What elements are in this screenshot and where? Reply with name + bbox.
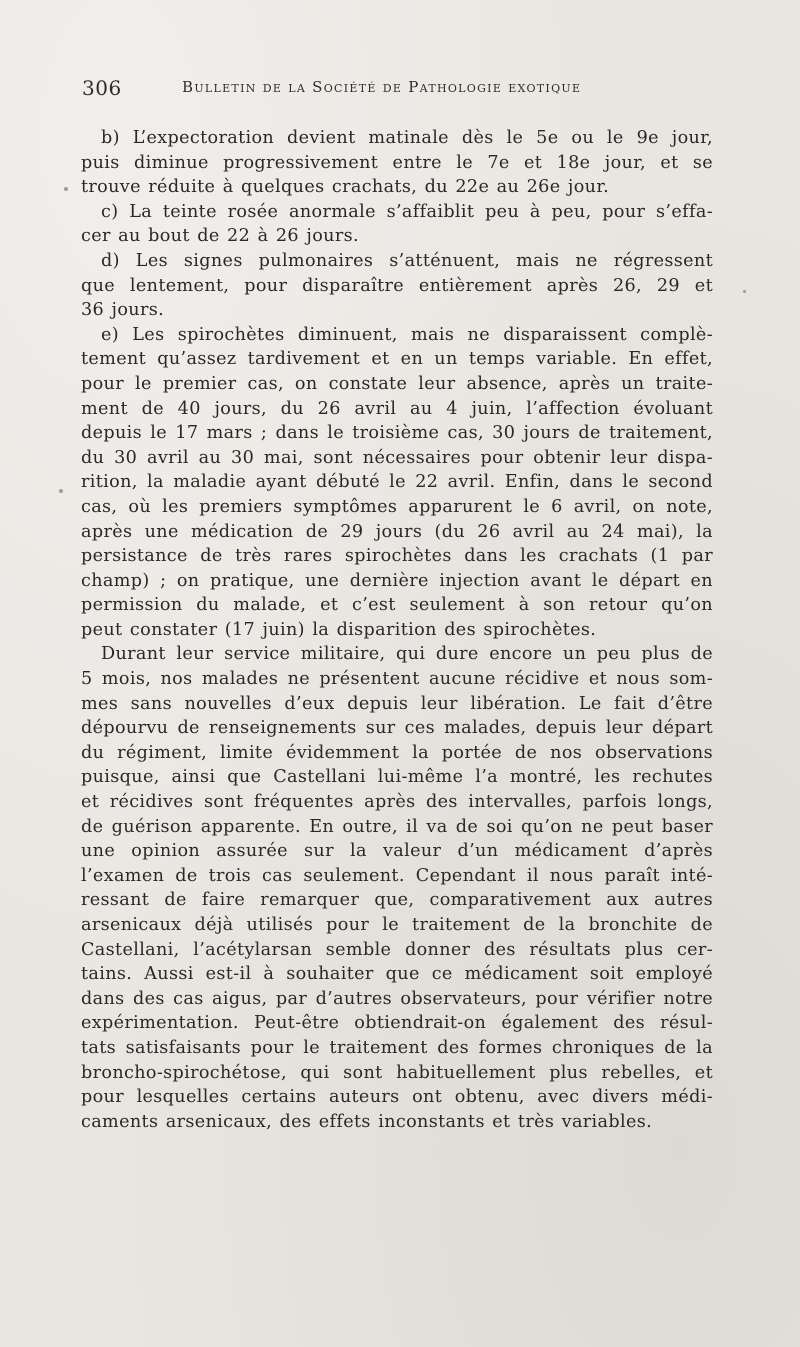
text-line: ressant de faire remarquer que, comparativement aux autres bbox=[81, 890, 713, 911]
text-line: de guérison apparente. En outre, il va de soi qu’on ne peut baser bbox=[81, 816, 713, 837]
text-line: après une médication de 29 jours (du 26 avril au 24 mai), la bbox=[81, 521, 713, 542]
text-line: b) L’expectoration devient matinale dès le 5e ou le 9e jour, bbox=[101, 128, 713, 148]
text-line: 36 jours. bbox=[81, 300, 165, 321]
text-line: Castellani, l’acétylarsan semble donner des résultats plus cer- bbox=[81, 939, 713, 960]
text-line: dans des cas aigus, par d’autres observateurs, pour vérifier notre bbox=[81, 988, 713, 1009]
text-line: du régiment, limite évidemment la portée de nos observations bbox=[81, 742, 713, 763]
ink-speck bbox=[64, 187, 68, 191]
text-line: l’examen de trois cas seulement. Cependant il nous paraît inté- bbox=[81, 865, 713, 886]
text-line: pour le premier cas, on constate leur absence, après un traite- bbox=[81, 373, 713, 394]
text-line: que lentement, pour disparaître entièrement après 26, 29 et bbox=[81, 275, 713, 296]
text-line: cer au bout de 22 à 26 jours. bbox=[81, 226, 359, 247]
text-line: e) Les spirochètes diminuent, mais ne disparaissent complè- bbox=[101, 324, 713, 345]
page-number: 306 bbox=[82, 76, 122, 100]
text-line: champ) ; on pratique, une dernière injection avant le départ en bbox=[81, 570, 713, 591]
text-line: et récidives sont fréquentes après des intervalles, parfois longs, bbox=[81, 792, 713, 813]
text-line: cas, où les premiers symptômes apparurent le 6 avril, on note, bbox=[81, 496, 713, 517]
text-line: broncho-spirochétose, qui sont habituellement plus rebelles, et bbox=[81, 1062, 713, 1083]
text-line: mes sans nouvelles d’eux depuis leur libération. Le fait d’être bbox=[81, 693, 713, 714]
text-line: trouve réduite à quelques crachats, du 22e au 26e jour. bbox=[81, 177, 610, 198]
text-line: pour lesquelles certains auteurs ont obtenu, avec divers médi- bbox=[81, 1087, 713, 1108]
ink-speck bbox=[59, 489, 63, 493]
text-line: 5 mois, nos malades ne présentent aucune récidive et nous som- bbox=[81, 669, 713, 690]
text-line: Durant leur service militaire, qui dure encore un peu plus de bbox=[101, 644, 713, 665]
text-line: rition, la maladie ayant débuté le 22 avril. Enfin, dans le second bbox=[81, 472, 713, 493]
text-line: permission du malade, et c’est seulement à son retour qu’on bbox=[81, 595, 713, 616]
text-line: puis diminue progressivement entre le 7e et 18e jour, et se bbox=[81, 152, 713, 173]
text-line: tats satisfaisants pour le traitement des formes chroniques de la bbox=[81, 1037, 713, 1058]
text-line: du 30 avril au 30 mai, sont nécessaires pour obtenir leur dispa- bbox=[81, 447, 713, 468]
text-line: persistance de très rares spirochètes dans les crachats (1 par bbox=[81, 546, 713, 567]
text-line: c) La teinte rosée anormale s’affaiblit peu à peu, pour s’effa- bbox=[101, 201, 713, 222]
text-line: ment de 40 jours, du 26 avril au 4 juin, l’affection évoluant bbox=[81, 398, 713, 419]
text-line: dépourvu de renseignements sur ces malades, depuis leur départ bbox=[81, 718, 713, 739]
text-line: caments arsenicaux, des effets inconstants et très variables. bbox=[81, 1111, 653, 1132]
journal-title: Bulletin de la Société de Pathologie exotique bbox=[182, 78, 582, 96]
ink-speck bbox=[743, 290, 746, 293]
text-line: expérimentation. Peut-être obtiendrait-on également des résul- bbox=[81, 1013, 713, 1034]
text-line: d) Les signes pulmonaires s’atténuent, mais ne régressent bbox=[101, 250, 713, 271]
text-line: arsenicaux déjà utilisés pour le traitement de la bronchite de bbox=[81, 915, 713, 935]
running-head bbox=[82, 76, 722, 104]
text-line: puisque, ainsi que Castellani lui-même l’a montré, les rechutes bbox=[81, 767, 713, 788]
text-line: tement qu’assez tardivement et en un temps variable. En effet, bbox=[81, 349, 713, 370]
text-line: une opinion assurée sur la valeur d’un médicament d’après bbox=[81, 841, 713, 862]
text-line: peut constater (17 juin) la disparition des spirochètes. bbox=[81, 619, 597, 640]
text-line: depuis le 17 mars ; dans le troisième cas, 30 jours de traitement, bbox=[81, 423, 713, 444]
text-line: tains. Aussi est-il à souhaiter que ce médicament soit employé bbox=[81, 964, 713, 985]
body-text bbox=[81, 126, 713, 1134]
